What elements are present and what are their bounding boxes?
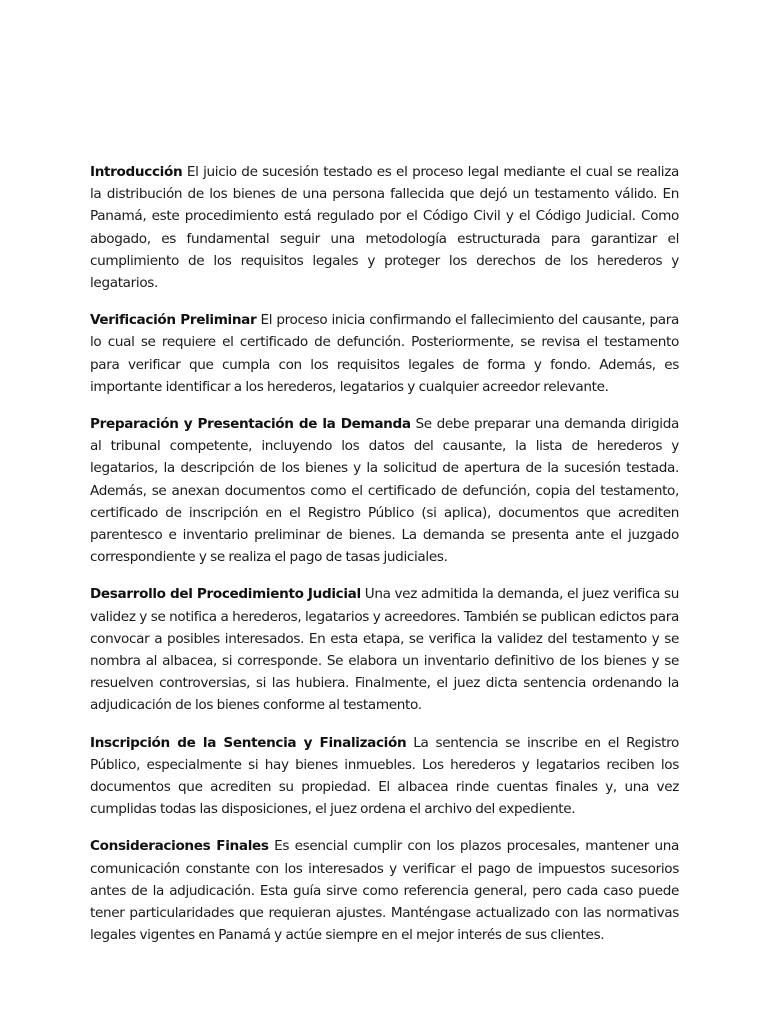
section-body: La sentencia se inscribe en el Registro Público, especialmente si hay bienes inmuebles. Los herederos y legatarios reciben los documentos que acrediten su propiedad. El albacea rinde cuentas finales y, una vez cumplidas todas las disposiciones, el juez ordena el archivo del expediente. — [90, 734, 679, 818]
section-heading: Introducción — [90, 164, 183, 180]
section-body: El proceso inicia confirmando el fallecimiento del causante, para lo cual se requiere el certificado de defunción. Posteriormente, se revisa el testamento para verificar que cumpla con los requisitos legales de forma y fondo. Además, es importante identificar a los herederos, legatarios y cualquier acreedor relevante. — [90, 312, 679, 395]
section-consideraciones-finales — [90, 835, 679, 946]
section-desarrollo-procedimiento — [90, 583, 679, 716]
section-heading: Inscripción de la Sentencia y Finalización — [90, 734, 407, 751]
section-body: Es esencial cumplir con los plazos procesales, mantener una comunicación constante con los interesados y verificar el pago de impuestos sucesorios antes de la adjudicación. Esta guía sirve como referencia general, pero cada caso puede tener particularidades que requieran ajustes. Manténgase actualizado con las normativas legales vigentes en Panamá y actúe siempre en el mejor interés de sus clientes. — [90, 838, 679, 944]
section-heading: Verificación Preliminar — [90, 312, 257, 329]
section-body: El juicio de sucesión testado es el proceso legal mediante el cual se realiza la distribución de los bienes de una persona fallecida que dejó un testamento válido. En Panamá, este procedimiento está regulado por el Código Civil y el Código Judicial. Como abogado, es fundamental seguir una metodología estructurada para garantizar el cumplimiento de los requisitos legales y proteger los derechos de los herederos y legatarios. — [90, 164, 679, 292]
section-verificacion-preliminar — [90, 309, 679, 398]
section-body: Se debe preparar una demanda dirigida al tribunal competente, incluyendo los datos del causante, la lista de herederos y legatarios, la descripción de los bienes y la solicitud de apertura de la sucesión testada. Además, se anexan documentos como el certificado de defunción, copia del testamento, certificado de inscripción en el Registro Público (si aplica), documentos que acrediten parentesco e inventario preliminar de bienes. La demanda se presenta ante el juzgado correspondiente y se realiza el pago de tasas judiciales. — [90, 416, 679, 566]
document-body — [90, 161, 679, 962]
section-heading: Desarrollo del Procedimiento Judicial — [90, 586, 361, 603]
section-heading: Preparación y Presentación de la Demanda — [90, 416, 411, 433]
section-heading: Consideraciones Finales — [90, 838, 269, 855]
section-introduccion — [90, 161, 679, 294]
section-inscripcion-sentencia — [90, 732, 679, 821]
section-preparacion-demanda — [90, 413, 679, 568]
section-body: Una vez admitida la demanda, el juez verifica su validez y se notifica a herederos, legatarios y acreedores. También se publican edictos para convocar a posibles interesados. En esta etapa, se verifica la validez del testamento y se nombra al albacea, si corresponde. Se elabora un inventario definitivo de los bienes y se resuelven controversias, si las hubiera. Finalmente, el juez dicta sentencia ordenando la adjudicación de los bienes conforme al testamento. — [90, 586, 679, 714]
